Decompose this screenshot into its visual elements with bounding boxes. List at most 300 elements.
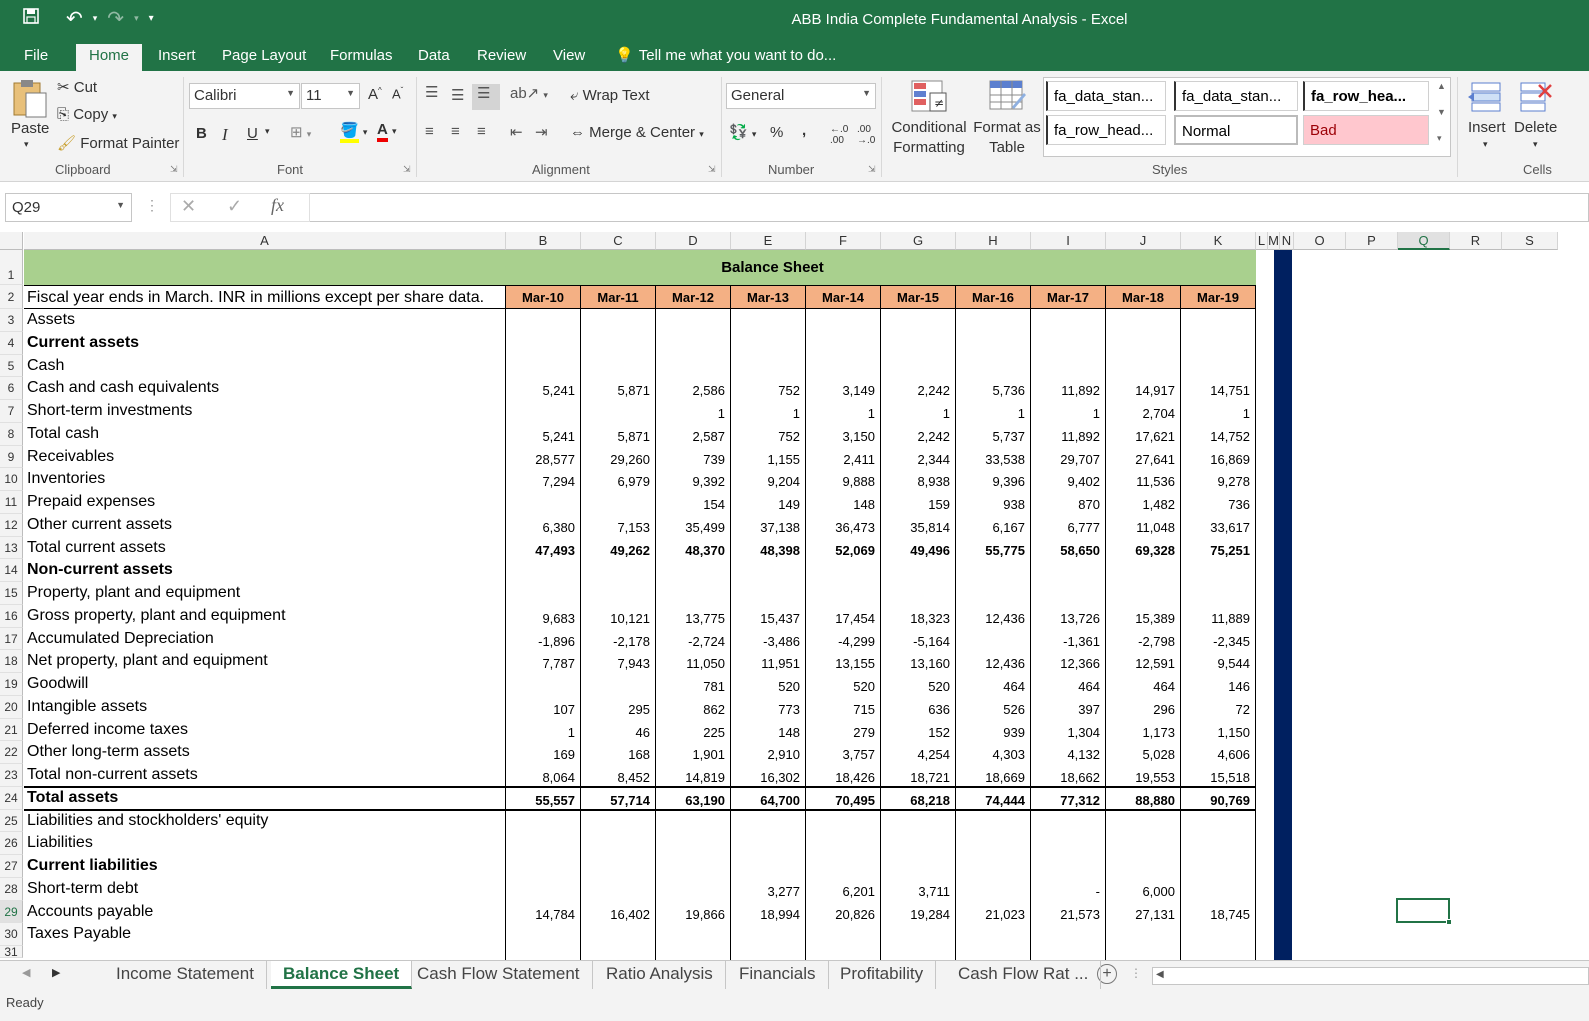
tab-insert[interactable]: Insert <box>158 47 196 64</box>
data-cell[interactable]: -4,299 <box>838 633 875 649</box>
row-header-17[interactable]: 17 <box>0 628 23 651</box>
data-cell[interactable]: 75,251 <box>1210 542 1250 558</box>
data-cell[interactable]: 18,323 <box>910 610 950 626</box>
data-cell[interactable]: 2,344 <box>917 451 950 467</box>
data-cell[interactable]: 19,284 <box>910 906 950 922</box>
insert-function-icon[interactable]: fx <box>271 195 284 215</box>
row-label[interactable]: Non-current assets <box>27 561 173 579</box>
data-cell[interactable]: 526 <box>1003 701 1025 717</box>
data-cell[interactable]: 72 <box>1235 701 1250 717</box>
merge-center-button[interactable]: ⇔ Merge & Center ▾ <box>570 124 704 141</box>
column-header-j[interactable]: J <box>1106 232 1181 250</box>
data-cell[interactable]: 2,586 <box>692 383 725 399</box>
data-cell[interactable]: 10,121 <box>610 610 650 626</box>
row-header-24[interactable]: 24 <box>0 787 23 810</box>
data-cell[interactable]: 781 <box>703 679 725 694</box>
style-normal[interactable]: Normal <box>1174 115 1298 145</box>
delete-cells-button[interactable]: Delete <box>1514 119 1558 136</box>
data-cell[interactable]: 736 <box>1228 497 1250 512</box>
data-cell[interactable]: 5,241 <box>542 428 575 444</box>
row-header-29[interactable]: 29 <box>0 901 23 924</box>
column-header-c[interactable]: C <box>581 232 656 250</box>
enter-icon[interactable]: ✓ <box>227 196 243 216</box>
data-cell[interactable]: 1,155 <box>767 451 800 467</box>
data-cell[interactable]: 1 <box>942 406 950 421</box>
row-header-3[interactable]: 3 <box>0 309 23 332</box>
data-cell[interactable]: 1,482 <box>1142 497 1175 512</box>
data-cell[interactable]: 1 <box>867 406 875 421</box>
row-header-20[interactable]: 20 <box>0 696 23 719</box>
data-cell[interactable]: 13,160 <box>910 656 950 672</box>
data-cell[interactable]: 58,650 <box>1060 542 1100 558</box>
data-cell[interactable]: 1 <box>792 406 800 421</box>
data-cell[interactable]: 5,871 <box>617 383 650 399</box>
data-cell[interactable]: -2,345 <box>1213 633 1250 649</box>
data-cell[interactable]: 19,553 <box>1135 770 1175 785</box>
orientation-icon[interactable]: ab↗ ▾ <box>510 85 548 102</box>
number-launcher-icon[interactable]: ⇲ <box>868 164 876 174</box>
row-header-18[interactable]: 18 <box>0 650 23 673</box>
wrap-text-button[interactable]: ⤶ Wrap Text <box>570 87 650 104</box>
column-header-e[interactable]: E <box>731 232 806 250</box>
row-label[interactable]: Liabilities <box>27 834 93 852</box>
data-cell[interactable]: 27,641 <box>1135 451 1175 467</box>
column-header-k[interactable]: K <box>1181 232 1256 250</box>
style-fa-data-standard-1[interactable]: fa_data_stan... <box>1046 81 1166 111</box>
fill-color-icon[interactable]: 🪣 ▾ <box>340 121 367 139</box>
data-cell[interactable]: 18,745 <box>1210 906 1250 922</box>
row-label[interactable]: Other long-term assets <box>27 743 190 761</box>
data-cell[interactable]: 15,437 <box>760 610 800 626</box>
column-header-h[interactable]: H <box>956 232 1031 250</box>
tab-data[interactable]: Data <box>418 47 450 64</box>
data-cell[interactable]: 3,711 <box>918 883 950 899</box>
data-cell[interactable]: 862 <box>703 701 725 717</box>
data-cell[interactable]: 11,536 <box>1136 474 1175 490</box>
data-cell[interactable]: 11,048 <box>1136 519 1175 535</box>
row-header-30[interactable]: 30 <box>0 923 23 946</box>
data-cell[interactable]: 14,752 <box>1210 428 1250 444</box>
data-cell[interactable]: 9,278 <box>1217 474 1250 490</box>
data-cell[interactable]: 9,544 <box>1217 656 1250 672</box>
data-cell[interactable]: -1,896 <box>538 633 575 649</box>
data-cell[interactable]: 6,000 <box>1142 883 1175 899</box>
selected-cell-q29[interactable] <box>1396 898 1450 923</box>
font-size-select[interactable]: 11 ▼ <box>301 83 360 109</box>
tabs-split-grip-icon[interactable]: ⋮ <box>1130 966 1142 980</box>
data-cell[interactable]: 55,775 <box>985 542 1025 558</box>
column-header-r[interactable]: R <box>1450 232 1502 250</box>
column-header-g[interactable]: G <box>881 232 956 250</box>
conditional-formatting-button[interactable]: Conditional Formatting <box>891 119 967 156</box>
name-box[interactable]: Q29 ▼ <box>5 193 132 222</box>
cancel-icon[interactable]: ✕ <box>181 196 197 216</box>
row-header-31[interactable]: 31 <box>0 946 23 958</box>
data-cell[interactable]: 28,577 <box>535 451 575 467</box>
data-cell[interactable]: 464 <box>1153 679 1175 694</box>
font-color-icon[interactable]: A ▾ <box>377 121 397 138</box>
data-cell[interactable]: 2,411 <box>843 451 875 467</box>
align-bottom-icon[interactable]: ☰ <box>472 84 500 110</box>
italic-button[interactable]: I <box>222 125 228 144</box>
data-cell[interactable]: 90,769 <box>1210 792 1250 808</box>
style-fa-data-standard-2[interactable]: fa_data_stan... <box>1174 81 1298 111</box>
style-fa-row-header-bold[interactable]: fa_row_hea... <box>1303 81 1429 111</box>
column-header-m[interactable]: M <box>1268 233 1279 248</box>
align-middle-icon[interactable]: ☰ <box>451 87 465 104</box>
align-right-icon[interactable]: ≡ <box>477 123 486 140</box>
redo-icon[interactable]: ↷ <box>107 8 125 30</box>
data-cell[interactable]: 12,366 <box>1060 656 1100 672</box>
data-cell[interactable]: -1,361 <box>1063 633 1100 649</box>
redo-dropdown-icon[interactable]: ▾ <box>134 13 139 23</box>
data-cell[interactable]: 52,069 <box>835 542 875 558</box>
data-cell[interactable]: 29,260 <box>610 451 650 467</box>
format-as-table-button[interactable]: Format as Table <box>973 119 1041 156</box>
row-label[interactable]: Total cash <box>27 424 100 442</box>
row-label[interactable]: Assets <box>27 311 76 328</box>
data-cell[interactable]: 3,757 <box>842 747 875 763</box>
row-label[interactable]: Taxes Payable <box>27 925 132 943</box>
data-cell[interactable]: 20,826 <box>835 906 875 922</box>
data-cell[interactable]: 69,328 <box>1135 542 1175 558</box>
data-cell[interactable]: 6,979 <box>617 474 650 490</box>
column-header-s[interactable]: S <box>1502 232 1558 250</box>
row-header-15[interactable]: 15 <box>0 582 23 605</box>
data-cell[interactable]: 148 <box>853 497 875 512</box>
row-header-27[interactable]: 27 <box>0 855 23 878</box>
tab-formulas[interactable]: Formulas <box>330 47 393 64</box>
data-cell[interactable]: 12,591 <box>1135 656 1175 672</box>
formula-bar-grip-icon[interactable]: ⋮ <box>145 197 159 213</box>
data-cell[interactable]: 1 <box>567 724 575 740</box>
row-header-8[interactable]: 8 <box>0 423 23 446</box>
data-cell[interactable]: 7,153 <box>617 519 650 535</box>
row-header-19[interactable]: 19 <box>0 673 23 696</box>
data-cell[interactable]: 9,888 <box>842 474 875 490</box>
data-cell[interactable]: 16,869 <box>1210 451 1250 467</box>
data-cell[interactable]: 4,254 <box>917 747 950 763</box>
data-cell[interactable]: 939 <box>1003 724 1025 740</box>
undo-icon[interactable]: ↶ <box>66 8 83 30</box>
data-cell[interactable]: 14,917 <box>1135 383 1175 399</box>
increase-decimal-icon[interactable]: ←.0 .00 <box>830 124 849 146</box>
row-header-1[interactable]: 1 <box>0 250 23 285</box>
data-cell[interactable]: 1 <box>1092 406 1100 421</box>
percent-style-button[interactable]: % <box>770 124 784 141</box>
sheet-tab[interactable]: Financials <box>727 961 829 989</box>
row-label[interactable]: Short-term debt <box>27 879 139 897</box>
data-cell[interactable]: 9,402 <box>1067 474 1100 490</box>
data-cell[interactable]: 16,402 <box>610 906 650 922</box>
cut-button[interactable]: ✂ Cut <box>57 79 98 96</box>
data-cell[interactable]: 8,938 <box>917 474 950 490</box>
row-label[interactable]: Current liabilities <box>27 857 158 874</box>
copy-button[interactable]: ⎘ Copy ▾ <box>57 106 117 123</box>
data-cell[interactable]: 46 <box>635 724 650 740</box>
data-cell[interactable]: -2,178 <box>613 633 650 649</box>
data-cell[interactable]: 12,436 <box>985 610 1025 626</box>
data-cell[interactable]: 295 <box>628 701 650 717</box>
insert-dropdown-icon[interactable]: ▾ <box>1483 139 1488 149</box>
data-cell[interactable]: 636 <box>928 701 950 717</box>
data-cell[interactable]: 33,538 <box>985 451 1025 467</box>
data-cell[interactable]: 148 <box>778 724 800 740</box>
number-format-select[interactable]: General ▼ <box>726 83 876 109</box>
align-top-icon[interactable]: ☰ <box>425 84 439 101</box>
data-cell[interactable]: 225 <box>703 724 725 740</box>
data-cell[interactable]: 9,392 <box>692 474 725 490</box>
accounting-format-icon[interactable]: 💱 ▾ <box>729 124 757 141</box>
decrease-indent-icon[interactable]: ⇤ <box>510 124 523 141</box>
data-cell[interactable]: - <box>1095 883 1100 899</box>
data-cell[interactable]: 397 <box>1078 701 1100 717</box>
data-cell[interactable]: 1 <box>1242 406 1250 421</box>
gallery-more-icon[interactable]: ▾ <box>1437 133 1442 143</box>
data-cell[interactable]: 715 <box>853 701 875 717</box>
tab-view[interactable]: View <box>553 47 586 64</box>
data-cell[interactable]: 11,892 <box>1061 383 1100 399</box>
data-cell[interactable]: 77,312 <box>1060 792 1100 808</box>
data-cell[interactable]: 2,910 <box>767 747 800 763</box>
scroll-tabs-left-icon[interactable]: ◀ <box>22 967 31 979</box>
data-cell[interactable]: 773 <box>778 701 800 717</box>
data-cell[interactable]: 35,814 <box>910 519 950 535</box>
row-label[interactable]: Total non-current assets <box>27 766 198 783</box>
data-cell[interactable]: 7,943 <box>617 656 650 672</box>
data-cell[interactable]: 520 <box>928 679 950 694</box>
row-header-11[interactable]: 11 <box>0 491 23 514</box>
data-cell[interactable]: 3,277 <box>767 883 800 899</box>
style-bad[interactable]: Bad <box>1303 115 1429 145</box>
data-cell[interactable]: -5,164 <box>913 633 950 649</box>
data-cell[interactable]: 4,303 <box>992 747 1025 763</box>
data-cell[interactable]: 27,131 <box>1135 906 1175 922</box>
data-cell[interactable]: 938 <box>1003 497 1025 512</box>
row-header-28[interactable]: 28 <box>0 878 23 901</box>
data-cell[interactable]: 19,866 <box>685 906 725 922</box>
column-header-l[interactable]: L <box>1256 232 1268 250</box>
row-header-23[interactable]: 23 <box>0 764 23 787</box>
data-cell[interactable]: 21,573 <box>1060 906 1100 922</box>
data-cell[interactable]: 1 <box>1017 406 1025 421</box>
column-header-f[interactable]: F <box>806 232 881 250</box>
row-header-9[interactable]: 9 <box>0 446 23 469</box>
data-cell[interactable]: 739 <box>703 451 725 467</box>
gallery-scroll-down-icon[interactable]: ▼ <box>1437 107 1446 117</box>
row-label[interactable]: Liabilities and stockholders' equity <box>27 811 269 829</box>
data-cell[interactable]: 2,242 <box>917 383 950 399</box>
data-cell[interactable]: 21,023 <box>985 906 1025 922</box>
comma-style-button[interactable]: , <box>802 122 807 139</box>
row-header-4[interactable]: 4 <box>0 332 23 355</box>
align-left-icon[interactable]: ≡ <box>425 123 434 140</box>
horizontal-scrollbar[interactable] <box>1152 967 1589 985</box>
data-cell[interactable]: 464 <box>1078 679 1100 694</box>
row-label[interactable]: Other current assets <box>27 515 172 533</box>
data-cell[interactable]: 18,669 <box>985 770 1025 785</box>
format-as-table-icon[interactable] <box>988 79 1028 119</box>
data-cell[interactable]: 15,389 <box>1135 610 1175 626</box>
worksheet-grid[interactable] <box>0 232 1589 960</box>
data-cell[interactable]: 6,167 <box>992 519 1025 535</box>
data-cell[interactable]: 1 <box>717 406 725 421</box>
row-label[interactable]: Gross property, plant and equipment <box>27 606 286 624</box>
data-cell[interactable]: 464 <box>1003 679 1025 694</box>
data-cell[interactable]: 47,493 <box>535 542 575 558</box>
clipboard-launcher-icon[interactable]: ⇲ <box>170 164 178 174</box>
data-cell[interactable]: 159 <box>928 497 950 512</box>
formula-input[interactable] <box>310 193 1589 222</box>
row-label[interactable]: Accounts payable <box>27 902 154 920</box>
row-label[interactable]: Cash <box>27 356 65 374</box>
column-header-b[interactable]: B <box>506 232 581 250</box>
data-cell[interactable]: 18,721 <box>910 770 950 785</box>
data-cell[interactable]: 17,621 <box>1135 428 1175 444</box>
data-cell[interactable]: 3,150 <box>842 428 875 444</box>
data-cell[interactable]: 5,736 <box>992 383 1025 399</box>
data-cell[interactable]: 279 <box>853 724 875 740</box>
format-painter-button[interactable]: 🖌 Format Painter <box>57 135 180 152</box>
data-cell[interactable]: 70,495 <box>835 792 875 808</box>
data-cell[interactable]: 1,304 <box>1067 724 1100 740</box>
data-cell[interactable]: 48,398 <box>760 542 800 558</box>
data-cell[interactable]: 296 <box>1153 701 1175 717</box>
data-cell[interactable]: 68,218 <box>910 792 950 808</box>
data-cell[interactable]: 16,302 <box>760 770 800 785</box>
data-cell[interactable]: 63,190 <box>685 792 725 808</box>
data-cell[interactable]: 520 <box>853 679 875 694</box>
data-cell[interactable]: 74,444 <box>985 792 1025 808</box>
data-cell[interactable]: 12,436 <box>985 656 1025 672</box>
data-cell[interactable]: 11,951 <box>761 656 800 672</box>
column-header-i[interactable]: I <box>1031 232 1106 250</box>
data-cell[interactable]: 1,173 <box>1142 724 1175 740</box>
fill-handle[interactable] <box>1446 919 1452 925</box>
row-header-26[interactable]: 26 <box>0 832 23 855</box>
data-cell[interactable]: 37,138 <box>760 519 800 535</box>
data-cell[interactable]: 1,901 <box>692 747 725 763</box>
row-label[interactable]: Short-term investments <box>27 402 193 419</box>
data-cell[interactable]: 55,557 <box>535 792 575 808</box>
row-header-13[interactable]: 13 <box>0 537 23 560</box>
row-label[interactable]: Goodwill <box>27 675 89 692</box>
paste-dropdown-icon[interactable]: ▾ <box>24 139 29 149</box>
column-header-n[interactable]: N <box>1280 232 1294 250</box>
data-cell[interactable]: 49,496 <box>910 542 950 558</box>
data-cell[interactable]: 7,294 <box>542 474 575 490</box>
data-cell[interactable]: 14,751 <box>1210 383 1250 399</box>
row-label[interactable]: Total assets <box>27 788 119 806</box>
bold-button[interactable]: B <box>196 125 207 142</box>
data-cell[interactable]: 13,155 <box>835 656 875 672</box>
data-cell[interactable]: 5,871 <box>617 428 650 444</box>
row-label[interactable]: Prepaid expenses <box>27 493 156 510</box>
data-cell[interactable]: 36,473 <box>835 519 875 535</box>
data-cell[interactable]: 13,726 <box>1060 610 1100 626</box>
row-header-2[interactable]: 2 <box>0 285 23 309</box>
alignment-launcher-icon[interactable]: ⇲ <box>708 164 716 174</box>
row-label[interactable]: Current assets <box>27 333 140 351</box>
scroll-tabs-right-icon[interactable]: ▶ <box>52 967 61 979</box>
data-cell[interactable]: 3,149 <box>842 383 875 399</box>
data-cell[interactable]: -3,486 <box>763 633 800 649</box>
row-label[interactable]: Inventories <box>27 470 106 488</box>
row-label[interactable]: Deferred income taxes <box>27 720 188 738</box>
data-cell[interactable]: 1,150 <box>1217 724 1250 740</box>
row-header-22[interactable]: 22 <box>0 741 23 764</box>
sheet-tab[interactable]: Income Statement <box>104 961 267 989</box>
column-header-a[interactable]: A <box>24 232 506 250</box>
column-header-q[interactable]: Q <box>1398 232 1450 250</box>
row-label[interactable]: Net property, plant and equipment <box>27 652 268 670</box>
gallery-scroll-up-icon[interactable]: ▲ <box>1437 81 1446 91</box>
sheet-tab[interactable]: Cash Flow Statement <box>405 961 593 989</box>
new-sheet-icon[interactable]: + <box>1097 964 1117 984</box>
select-all-corner[interactable] <box>0 232 23 250</box>
data-cell[interactable]: 520 <box>778 679 800 694</box>
row-label[interactable]: Cash and cash equivalents <box>27 379 220 397</box>
paste-icon[interactable] <box>12 79 48 123</box>
data-cell[interactable]: 870 <box>1078 497 1100 512</box>
data-cell[interactable]: 5,737 <box>992 428 1025 444</box>
data-cell[interactable]: 146 <box>1228 679 1250 694</box>
row-label[interactable]: Property, plant and equipment <box>27 584 241 601</box>
tab-review[interactable]: Review <box>477 47 527 64</box>
paste-button[interactable]: Paste <box>11 120 50 137</box>
data-cell[interactable]: 18,662 <box>1060 770 1100 785</box>
data-cell[interactable]: 57,714 <box>610 792 650 808</box>
grow-font-icon[interactable]: A^ <box>368 86 382 103</box>
underline-button[interactable]: U <box>247 125 258 142</box>
data-cell[interactable]: 6,380 <box>542 519 575 535</box>
data-cell[interactable]: 2,587 <box>692 428 725 444</box>
undo-dropdown-icon[interactable]: ▾ <box>92 13 98 23</box>
data-cell[interactable]: 18,994 <box>760 906 800 922</box>
row-header-7[interactable]: 7 <box>0 400 23 423</box>
tab-home[interactable]: Home <box>76 44 142 71</box>
tab-file[interactable]: File <box>24 47 49 64</box>
row-label[interactable]: Accumulated Depreciation <box>27 629 214 647</box>
data-cell[interactable]: 168 <box>628 747 650 763</box>
row-label[interactable]: Receivables <box>27 447 115 465</box>
data-cell[interactable]: -2,724 <box>688 633 725 649</box>
data-cell[interactable]: 64,700 <box>760 792 800 808</box>
row-label[interactable]: Intangible assets <box>27 697 148 715</box>
data-cell[interactable]: 7,787 <box>542 656 575 672</box>
conditional-formatting-icon[interactable] <box>910 79 950 119</box>
delete-cells-icon[interactable] <box>1517 79 1553 119</box>
data-cell[interactable]: 6,201 <box>842 883 875 899</box>
data-cell[interactable]: 5,028 <box>1142 747 1175 763</box>
data-cell[interactable]: 88,880 <box>1135 792 1175 808</box>
row-header-5[interactable]: 5 <box>0 355 23 378</box>
font-name-select[interactable]: Calibri ▼ <box>189 83 300 109</box>
data-cell[interactable]: 152 <box>928 724 950 740</box>
data-cell[interactable]: 14,784 <box>535 906 575 922</box>
data-cell[interactable]: 8,452 <box>617 770 650 785</box>
row-label[interactable]: Total current assets <box>27 538 166 556</box>
data-cell[interactable]: -2,798 <box>1138 633 1175 649</box>
data-cell[interactable]: 752 <box>778 428 800 444</box>
row-header-6[interactable]: 6 <box>0 377 23 400</box>
data-cell[interactable]: 49,262 <box>610 542 650 558</box>
insert-cells-icon[interactable] <box>1468 79 1504 119</box>
sheet-tab[interactable]: Balance Sheet <box>271 961 412 989</box>
insert-cells-button[interactable]: Insert <box>1468 119 1506 136</box>
data-cell[interactable]: 11,050 <box>686 656 725 672</box>
data-cell[interactable]: 9,396 <box>992 474 1025 490</box>
